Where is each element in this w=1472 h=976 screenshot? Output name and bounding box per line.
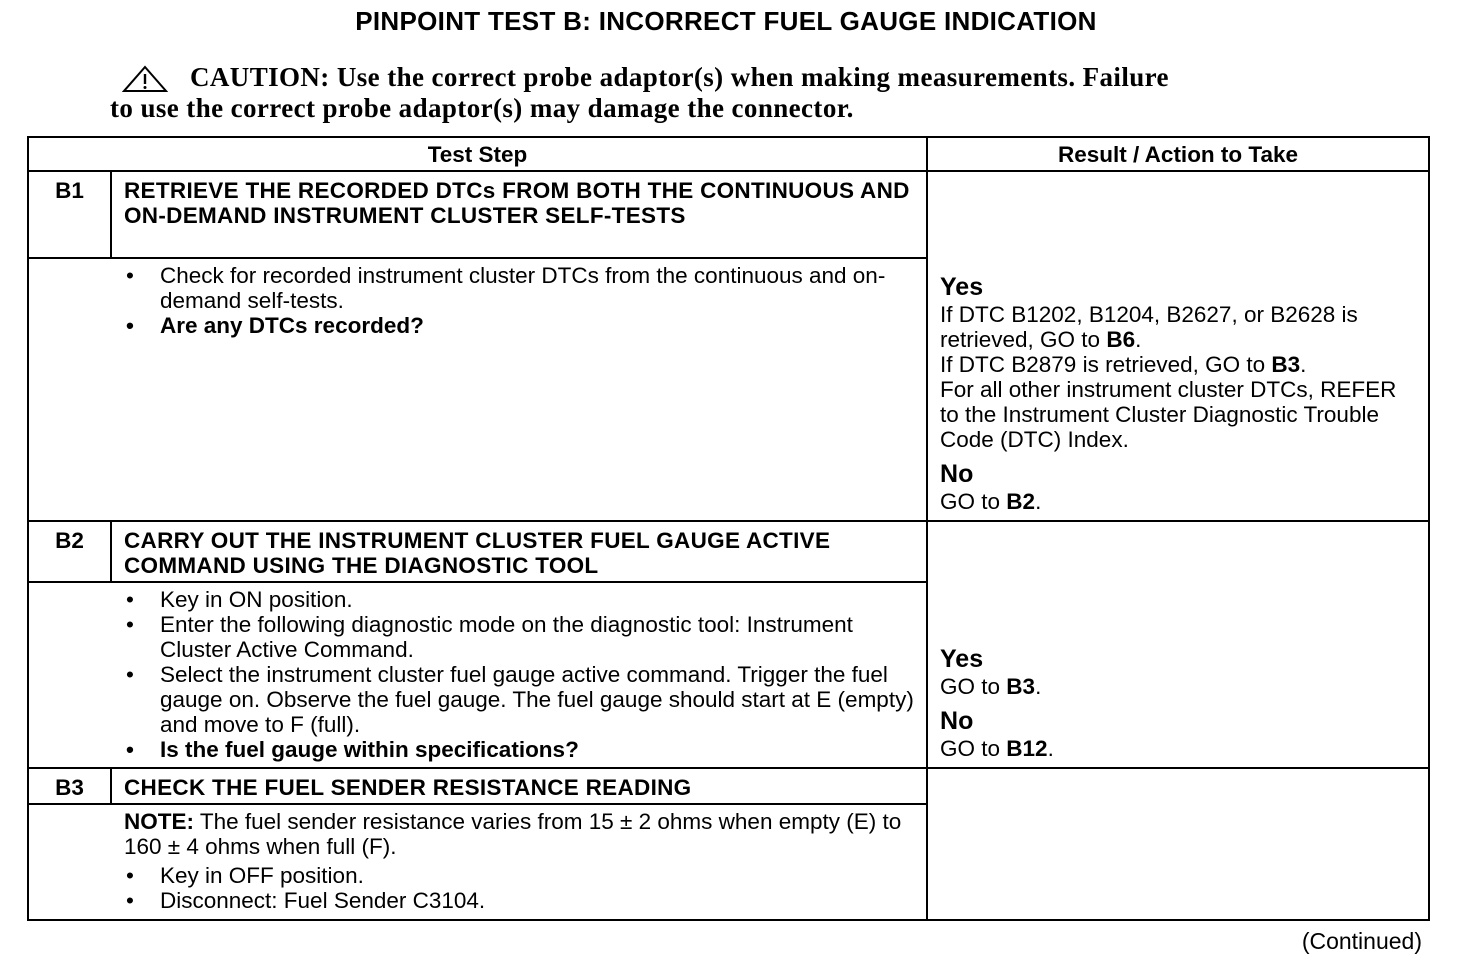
b2-no-text: GO to B12. <box>940 736 1054 761</box>
b1-yes-text-2: If DTC B2879 is retrieved, GO to B3. <box>940 352 1307 377</box>
step-id-b2: B2 <box>28 521 111 582</box>
table-header-row <box>28 137 1429 171</box>
step-b3-body <box>28 804 927 920</box>
b1-yes-label: Yes <box>940 273 984 301</box>
header-result-action: Result / Action to Take <box>927 137 1429 171</box>
caution-notice <box>110 62 1370 124</box>
list-item: • Key in OFF position. <box>124 863 914 888</box>
b1-ref-b3: B3 <box>1271 352 1301 377</box>
note-text: The fuel sender resistance varies from 15 ± 2 ohms when empty (E) to 160 ± 4 ohms when full (F). <box>124 809 902 859</box>
caution-line-2: to use the correct probe adaptor(s) may damage the connector. <box>110 93 854 123</box>
b1-yes-text-1: If DTC B1202, B1204, B2627, or B2628 is retrieved, GO to B6. <box>940 302 1358 352</box>
page-title: PINPOINT TEST B: INCORRECT FUEL GAUGE INDICATION <box>355 6 1097 36</box>
step-b2-heading: CARRY OUT THE INSTRUMENT CLUSTER FUEL GAUGE ACTIVE COMMAND USING THE DIAGNOSTIC TOOL <box>111 521 927 582</box>
b2-no-label: No <box>940 707 974 735</box>
list-item: • Key in ON position. <box>124 587 914 612</box>
step-id-b3: B3 <box>28 768 111 804</box>
caution-line-1: CAUTION: Use the correct probe adaptor(s) when making measurements. Failure <box>190 62 1169 92</box>
step-b1-heading-row <box>28 171 1429 258</box>
list-item: • Select the instrument cluster fuel gauge active command. Trigger the fuel gauge on. Observe the fuel gauge. The fuel gauge should start at E (empty) and move to F (full). <box>124 662 914 737</box>
list-item: • Check for recorded instrument cluster DTCs from the continuous and on-demand self-tests. <box>124 263 914 313</box>
b1-yes-text-3: For all other instrument cluster DTCs, REFER to the Instrument Cluster Diagnostic Trouble Code (DTC) Index. <box>940 377 1397 452</box>
step-b1-result <box>927 171 1429 521</box>
b1-no-text: GO to B2. <box>940 489 1042 514</box>
b2-yes-text: GO to B3. <box>940 674 1042 699</box>
step-b3-heading: CHECK THE FUEL SENDER RESISTANCE READING <box>111 768 927 804</box>
step-id-b1: B1 <box>28 171 111 258</box>
step-b2-body <box>28 582 927 768</box>
step-b2-heading-row <box>28 521 1429 582</box>
b2-ref-b3: B3 <box>1006 674 1036 699</box>
list-item: • Enter the following diagnostic mode on the diagnostic tool: Instrument Cluster Active Command. <box>124 612 914 662</box>
header-test-step: Test Step <box>28 137 927 171</box>
b2-ref-b12: B12 <box>1006 736 1048 761</box>
list-item: • Is the fuel gauge within specifications? <box>124 737 914 762</box>
list-item: • Disconnect: Fuel Sender C3104. <box>124 888 914 913</box>
b2-yes-label: Yes <box>940 645 984 673</box>
warning-triangle-icon <box>122 65 168 93</box>
step-b1-body <box>28 258 927 521</box>
step-b3-heading-row <box>28 768 1429 804</box>
list-item: • Are any DTCs recorded? <box>124 313 914 338</box>
b3-note <box>124 809 914 859</box>
b1-ref-b2: B2 <box>1006 489 1036 514</box>
pinpoint-test-table <box>27 136 1430 921</box>
b1-no-label: No <box>940 460 974 488</box>
step-b1-heading: RETRIEVE THE RECORDED DTCs FROM BOTH THE CONTINUOUS AND ON-DEMAND INSTRUMENT CLUSTER SELF-TESTS <box>111 171 927 258</box>
continued-label: (Continued) <box>1301 928 1422 954</box>
step-b3-result <box>927 768 1429 920</box>
b1-ref-b6: B6 <box>1106 327 1136 352</box>
step-b2-result <box>927 521 1429 768</box>
note-label: NOTE: <box>124 809 194 834</box>
